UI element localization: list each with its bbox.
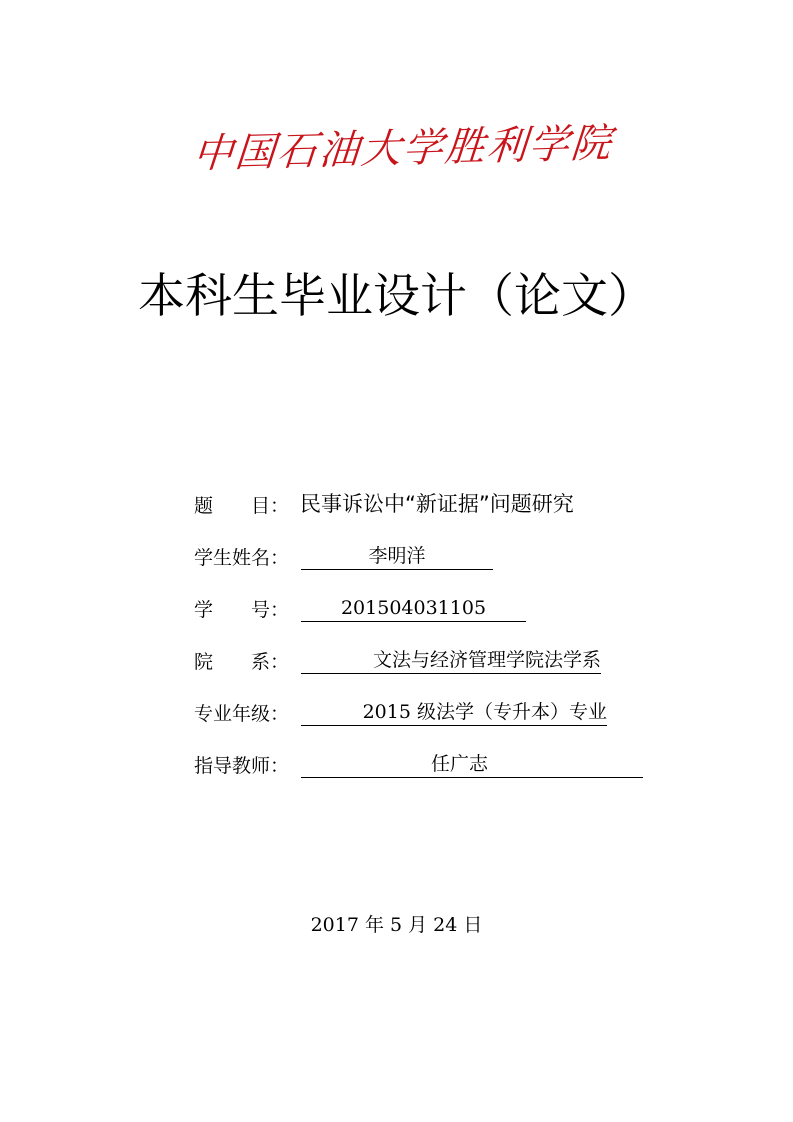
field-advisor-name: 任广志 — [431, 753, 489, 775]
field-advisor-label: 指导教师： — [194, 755, 290, 777]
field-name-label: 学生姓名： — [194, 547, 290, 569]
field-major-grade-label: 专业年级： — [194, 703, 290, 725]
field-major-grade-value: 2015 级法学（专升本）专业 — [301, 699, 607, 726]
page-title: 本科生毕业设计（论文） — [138, 269, 655, 324]
field-name-value: 李明洋 — [301, 543, 493, 570]
submission-date: 2017 年 5 月 24 日 — [310, 914, 483, 936]
field-topic-label: 题 目： — [194, 495, 290, 517]
field-advisor-value — [301, 751, 643, 778]
field-department-value: 文法与经济管理学院法学系 — [301, 647, 601, 674]
university-logo-calligraphy: 中国石油大学胜利学院 — [191, 120, 615, 178]
field-department-label: 院 系： — [194, 651, 290, 673]
field-topic-value: 民事诉讼中“新证据”问题研究 — [300, 492, 574, 516]
field-student-id-value: 201504031105 — [301, 595, 526, 622]
field-student-id-label: 学 号： — [194, 599, 290, 621]
